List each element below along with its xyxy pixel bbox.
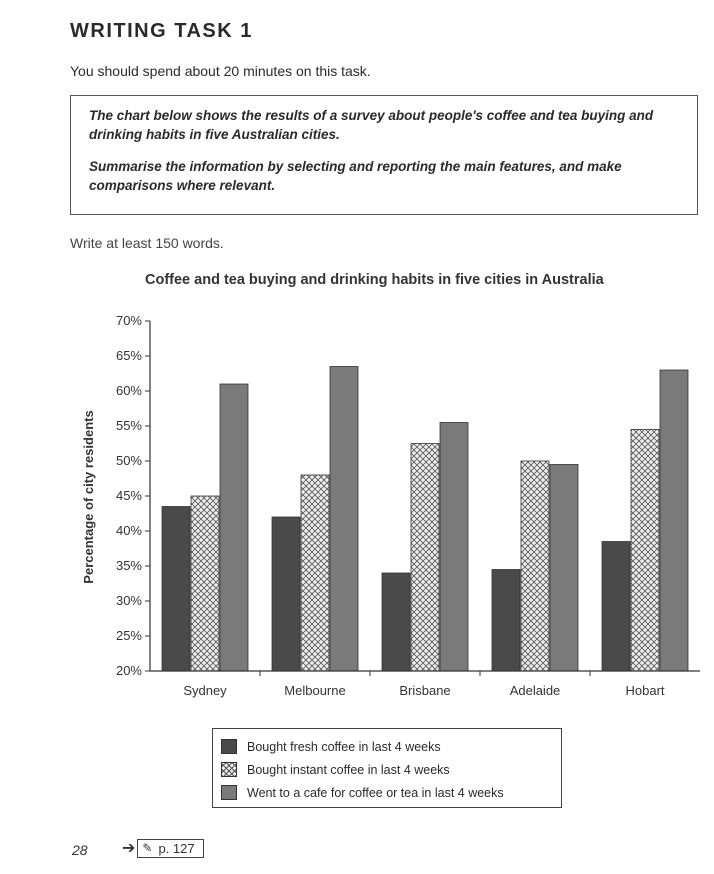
prompt-description: The chart below shows the results of a survey about people's coffee and tea buying and drinking habits in five Australian cities. — [89, 108, 654, 142]
bar-adelaide-series-0 — [492, 570, 520, 672]
bar-adelaide-series-2 — [550, 465, 578, 672]
y-tick-label: 30% — [115, 593, 142, 608]
page-number: 28 — [72, 842, 88, 858]
y-tick-label: 35% — [115, 558, 142, 573]
time-instruction: You should spend about 20 minutes on this task. — [70, 63, 371, 79]
page-reference-box — [137, 839, 203, 858]
bar-sydney-series-2 — [220, 384, 248, 671]
y-tick-label: 25% — [115, 628, 142, 643]
chart-legend — [212, 728, 562, 808]
x-category-label: Brisbane — [399, 683, 451, 698]
legend-label: Bought instant coffee in last 4 weeks — [247, 762, 450, 777]
y-tick-label: 45% — [115, 488, 142, 503]
bar-brisbane-series-1 — [411, 444, 439, 672]
legend-label: Went to a cafe for coffee or tea in last 4 weeks — [247, 785, 504, 800]
y-tick-label: 65% — [115, 348, 142, 363]
y-tick-label: 40% — [115, 523, 142, 538]
prompt-instruction: Summarise the information by selecting and reporting the main features, and make comparisons where relevant. — [89, 159, 622, 193]
pencil-icon: ✎ — [142, 841, 153, 855]
legend-swatch-cafe — [221, 785, 237, 800]
chart-title: Coffee and tea buying and drinking habits in five cities in Australia — [145, 272, 604, 288]
legend-item-fresh-coffee — [221, 735, 561, 758]
y-tick-label: 55% — [115, 418, 142, 433]
arrow-right-icon: ➔ — [122, 840, 136, 857]
legend-item-cafe — [221, 781, 561, 804]
bar-brisbane-series-2 — [440, 423, 468, 672]
x-category-label: Hobart — [625, 683, 665, 698]
legend-swatch-instant-coffee — [221, 762, 237, 777]
x-category-label: Melbourne — [284, 683, 346, 698]
task-heading: WRITING TASK 1 — [70, 20, 253, 42]
bar-adelaide-series-1 — [521, 461, 549, 671]
bar-melbourne-series-0 — [272, 517, 300, 671]
y-axis-title: Percentage of city residents — [81, 410, 96, 584]
x-category-label: Adelaide — [509, 683, 561, 698]
bar-hobart-series-0 — [602, 542, 630, 672]
bar-melbourne-series-2 — [330, 367, 358, 672]
x-category-label: Sydney — [183, 683, 227, 698]
y-tick-label: 50% — [115, 453, 142, 468]
y-tick-label: 70% — [115, 313, 142, 328]
bar-hobart-series-2 — [660, 370, 688, 671]
legend-item-instant-coffee — [221, 758, 561, 781]
bar-sydney-series-0 — [162, 507, 190, 672]
y-tick-label: 60% — [115, 383, 142, 398]
legend-label: Bought fresh coffee in last 4 weeks — [247, 739, 441, 754]
bar-sydney-series-1 — [191, 496, 219, 671]
y-tick-label: 20% — [115, 663, 142, 678]
word-count-instruction: Write at least 150 words. — [70, 235, 224, 251]
bar-hobart-series-1 — [631, 430, 659, 672]
page-reference — [122, 838, 204, 858]
bar-brisbane-series-0 — [382, 573, 410, 671]
bar-melbourne-series-1 — [301, 475, 329, 671]
legend-swatch-fresh-coffee — [221, 739, 237, 754]
page-reference-label: p. 127 — [158, 840, 195, 856]
